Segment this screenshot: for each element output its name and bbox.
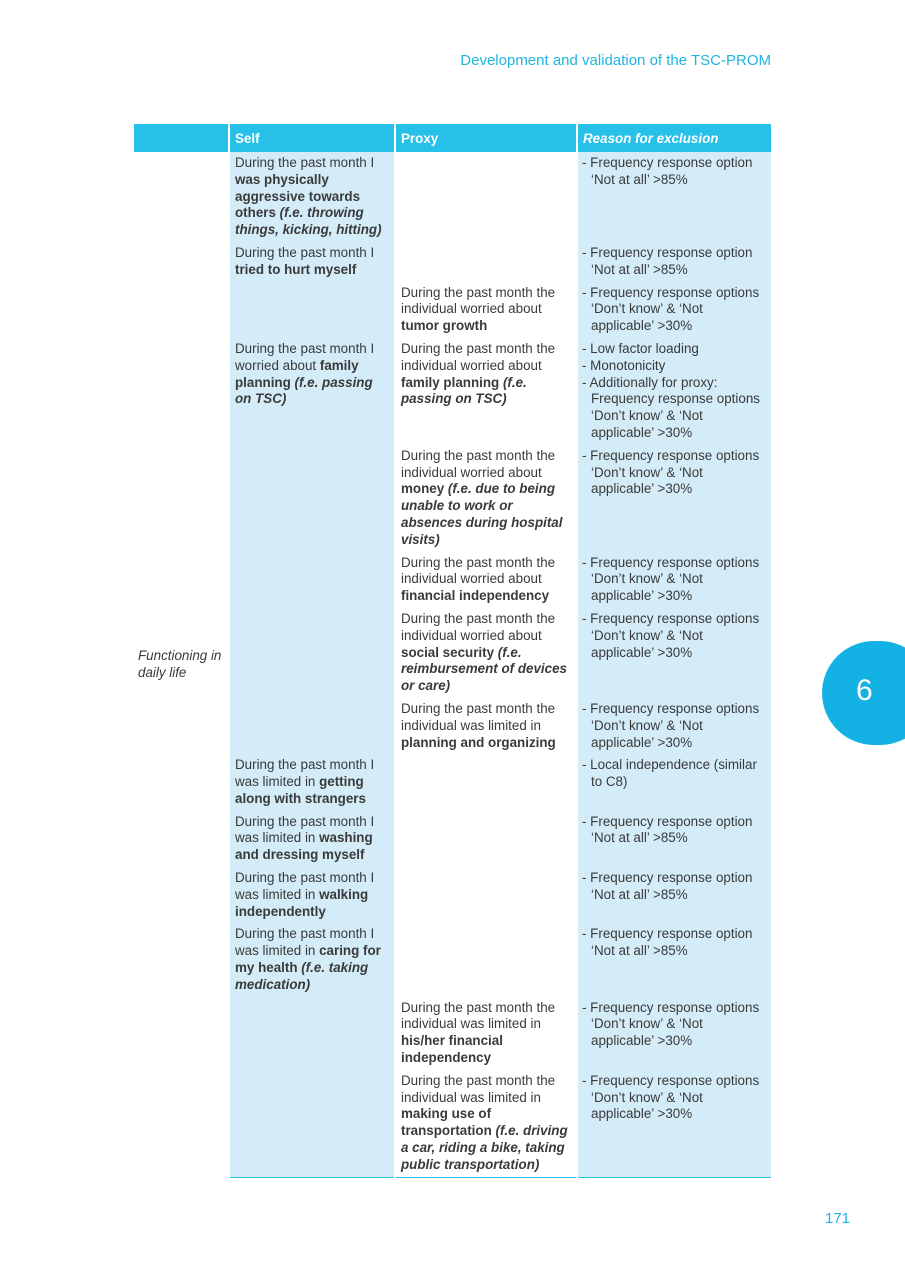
- self-item-cell: [229, 552, 395, 608]
- item-text-part: family planning: [401, 374, 503, 390]
- reason-line: - Frequency response options ‘Don’t know’ & ‘Not applicable’ >30%: [582, 284, 760, 334]
- item-text-part: washing and dressing myself: [235, 830, 373, 863]
- proxy-item-cell: [395, 923, 577, 996]
- reason-line: - Frequency response options ‘Don’t know’ & ‘Not applicable’ >30%: [582, 999, 760, 1049]
- reason-cell: [577, 867, 771, 923]
- table-row: [134, 445, 771, 552]
- self-item-cell: [229, 867, 395, 923]
- reason-line: - Frequency response option ‘Not at all’ >85%: [582, 813, 753, 846]
- proxy-item-cell: [395, 867, 577, 923]
- exclusion-table: [134, 124, 771, 1178]
- column-header-proxy: Proxy: [395, 124, 577, 152]
- reason-cell: [577, 608, 771, 698]
- proxy-item-cell: [395, 152, 577, 242]
- proxy-item-cell: [395, 811, 577, 867]
- reason-cell: [577, 242, 771, 282]
- item-text-part: During the past month the individual worried about: [401, 284, 556, 317]
- item-text-part: During the past month I was limited in: [235, 813, 375, 846]
- table-row: [134, 552, 771, 608]
- item-text-part: his/her financial independency: [401, 1033, 503, 1066]
- proxy-item-cell: [395, 1070, 577, 1177]
- item-text-part: (f.e. passing on TSC): [401, 374, 527, 407]
- reason-cell: [577, 923, 771, 996]
- proxy-item-cell: [395, 242, 577, 282]
- table-body: [134, 152, 771, 1177]
- item-text-part: getting along with strangers: [235, 774, 366, 806]
- item-text-part: (f.e. taking medication): [235, 960, 369, 992]
- reason-line: - Frequency response option ‘Not at all’ >85%: [582, 926, 753, 959]
- reason-line: - Frequency response option ‘Not at all’ >85%: [582, 244, 753, 277]
- reason-cell: [577, 282, 771, 338]
- reason-line: - Frequency response options ‘Don’t know’ & ‘Not applicable’ >30%: [582, 554, 760, 604]
- table-row: [134, 811, 771, 867]
- table-row: [134, 867, 771, 923]
- table-row: [134, 997, 771, 1070]
- item-text-part: During the past month the individual was limited in: [401, 700, 556, 733]
- reason-line: - Frequency response options ‘Don’t know’ & ‘Not applicable’ >30%: [582, 610, 760, 660]
- reason-cell: [577, 445, 771, 552]
- table-row: [134, 698, 771, 754]
- table-row: [134, 754, 771, 810]
- reason-cell: [577, 338, 771, 445]
- table-row: [134, 242, 771, 282]
- table-row: [134, 338, 771, 445]
- reason-line: - Frequency response option ‘Not at all’ >85%: [582, 155, 753, 187]
- item-text-part: (f.e. throwing things, kicking, hitting): [235, 205, 382, 238]
- reason-cell: [577, 997, 771, 1070]
- self-item-cell: [229, 754, 395, 810]
- item-text-part: During the past month the individual was limited in: [401, 1072, 556, 1105]
- table-row: [134, 923, 771, 996]
- reason-line: - Frequency response options ‘Don’t know’ & ‘Not applicable’ >30%: [582, 1072, 760, 1122]
- item-text-part: During the past month the individual worried about: [401, 610, 556, 643]
- reason-cell: [577, 698, 771, 754]
- item-text-part: During the past month I: [235, 155, 375, 170]
- item-text-part: During the past month I was limited in: [235, 757, 375, 790]
- item-text-part: During the past month the individual worried about: [401, 447, 556, 480]
- column-header-reason: Reason for exclusion: [577, 124, 771, 152]
- proxy-item-cell: [395, 282, 577, 338]
- item-text-part: caring for my health: [235, 943, 381, 976]
- chapter-tab[interactable]: [822, 641, 905, 745]
- item-text-part: During the past month I: [235, 244, 375, 260]
- table-row: [134, 282, 771, 338]
- item-text-part: making use of transportation: [401, 1106, 496, 1139]
- self-item-cell: [229, 282, 395, 338]
- self-item-cell: [229, 242, 395, 282]
- self-item-cell: [229, 811, 395, 867]
- item-text-part: (f.e. due to being unable to work or absences during hospital visits): [401, 481, 563, 547]
- item-text-part: planning and organizing: [401, 734, 556, 750]
- reason-cell: [577, 1070, 771, 1177]
- self-item-cell: [229, 608, 395, 698]
- reason-line: - Frequency response options ‘Don’t know’ & ‘Not applicable’ >30%: [582, 700, 760, 750]
- self-item-cell: [229, 152, 395, 242]
- proxy-item-cell: [395, 445, 577, 552]
- reason-line: - Frequency response options ‘Don’t know’ & ‘Not applicable’ >30%: [582, 447, 760, 497]
- item-text-part: tumor growth: [401, 318, 488, 334]
- chapter-number: 6: [856, 674, 873, 707]
- proxy-item-cell: [395, 552, 577, 608]
- reason-cell: [577, 811, 771, 867]
- reason-line: - Local independence (similar to C8): [582, 757, 757, 790]
- item-text-part: was physically aggressive towards others: [235, 171, 361, 221]
- reason-line: - Frequency response option ‘Not at all’ >85%: [582, 870, 753, 902]
- self-item-cell: [229, 338, 395, 445]
- reason-cell: [577, 152, 771, 242]
- column-header-self: Self: [229, 124, 395, 152]
- item-text-part: social security: [401, 644, 498, 660]
- self-item-cell: [229, 923, 395, 996]
- item-text-part: walking independently: [235, 886, 369, 919]
- domain-label: Functioning in daily life: [138, 647, 222, 680]
- reason-line: - Additionally for proxy: Frequency response options ‘Don’t know’ & ‘Not applicable’ >30%: [582, 374, 760, 440]
- running-header: Development and validation of the TSC-PROM: [460, 52, 771, 69]
- proxy-item-cell: [395, 338, 577, 445]
- item-text-part: tried to hurt myself: [235, 261, 357, 277]
- self-item-cell: [229, 445, 395, 552]
- self-item-cell: [229, 698, 395, 754]
- proxy-item-cell: [395, 754, 577, 810]
- item-text-part: During the past month I was limited in: [235, 870, 375, 902]
- self-item-cell: [229, 1070, 395, 1177]
- item-text-part: financial independency: [401, 588, 550, 604]
- reason-line: - Monotonicity: [582, 357, 666, 373]
- item-text-part: During the past month the individual worried about: [401, 340, 556, 373]
- item-text-part: During the past month I was limited in: [235, 926, 375, 959]
- column-header-domain: [134, 124, 229, 152]
- item-text-part: (f.e. reimbursement of devices or care): [401, 644, 567, 694]
- item-text-part: During the past month I worried about: [235, 340, 375, 373]
- reason-line: - Low factor loading: [582, 340, 699, 356]
- item-text-part: money: [401, 481, 448, 497]
- table-row: [134, 1070, 771, 1177]
- item-text-part: During the past month the individual was limited in: [401, 999, 556, 1032]
- reason-cell: [577, 754, 771, 810]
- self-item-cell: [229, 997, 395, 1070]
- item-text-part: family planning: [235, 357, 359, 390]
- table-row: [134, 152, 771, 242]
- table-row: [134, 608, 771, 698]
- proxy-item-cell: [395, 608, 577, 698]
- proxy-item-cell: [395, 997, 577, 1070]
- table-header-row: [134, 124, 771, 152]
- reason-cell: [577, 552, 771, 608]
- page-number: 171: [825, 1210, 851, 1227]
- item-text-part: During the past month the individual worried about: [401, 554, 556, 587]
- item-text-part: (f.e. passing on TSC): [235, 374, 373, 407]
- proxy-item-cell: [395, 698, 577, 754]
- item-text-part: (f.e. driving a car, riding a bike, taking public transportation): [401, 1123, 568, 1172]
